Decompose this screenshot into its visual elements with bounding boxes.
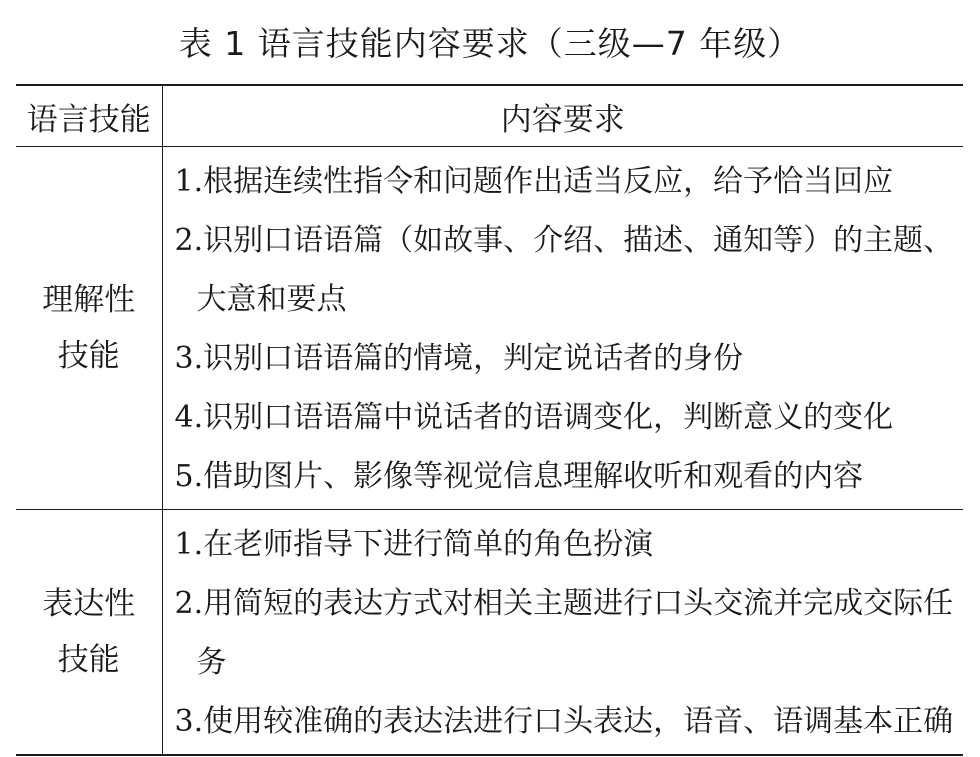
header-content-requirements: 内容要求 [162, 85, 963, 147]
requirement-item: 1.根据连续性指令和问题作出适当反应，给予恰当回应 [174, 164, 894, 199]
requirement-item: 2.识别口语语篇（如故事、介绍、描述、通知等）的主题、大意和要点 [174, 223, 954, 317]
table-header-row [16, 85, 963, 147]
skill-label-line2: 技能 [57, 642, 120, 678]
requirements-cell-expression [162, 510, 963, 756]
skill-cell-expression [16, 510, 162, 756]
requirements-cell-comprehension [162, 147, 963, 510]
requirement-item: 1.在老师指导下进行简单的角色扮演 [174, 527, 654, 562]
table-caption: 表 1 语言技能内容要求（三级—7 年级） [178, 24, 802, 63]
requirement-item: 3.使用较准确的表达法进行口头表达，语音、语调基本正确 [174, 704, 954, 739]
skill-label-line2: 技能 [57, 338, 120, 374]
requirement-item: 2.用简短的表达方式对相关主题进行口头交流并完成交际任务 [174, 586, 954, 680]
skill-label-line1: 表达性 [42, 586, 136, 622]
requirement-item: 5.借助图片、影像等视觉信息理解收听和观看的内容 [174, 459, 864, 494]
content-requirements-table [16, 84, 963, 756]
skill-label-line1: 理解性 [42, 282, 136, 318]
table-row-comprehension [16, 147, 963, 510]
table-row-expression [16, 510, 963, 756]
requirement-item: 3.识别口语语篇的情境，判定说话者的身份 [174, 341, 744, 376]
header-language-skill: 语言技能 [16, 85, 162, 147]
skill-cell-comprehension [16, 147, 162, 510]
requirement-item: 4.识别口语语篇中说话者的语调变化，判断意义的变化 [174, 400, 894, 435]
